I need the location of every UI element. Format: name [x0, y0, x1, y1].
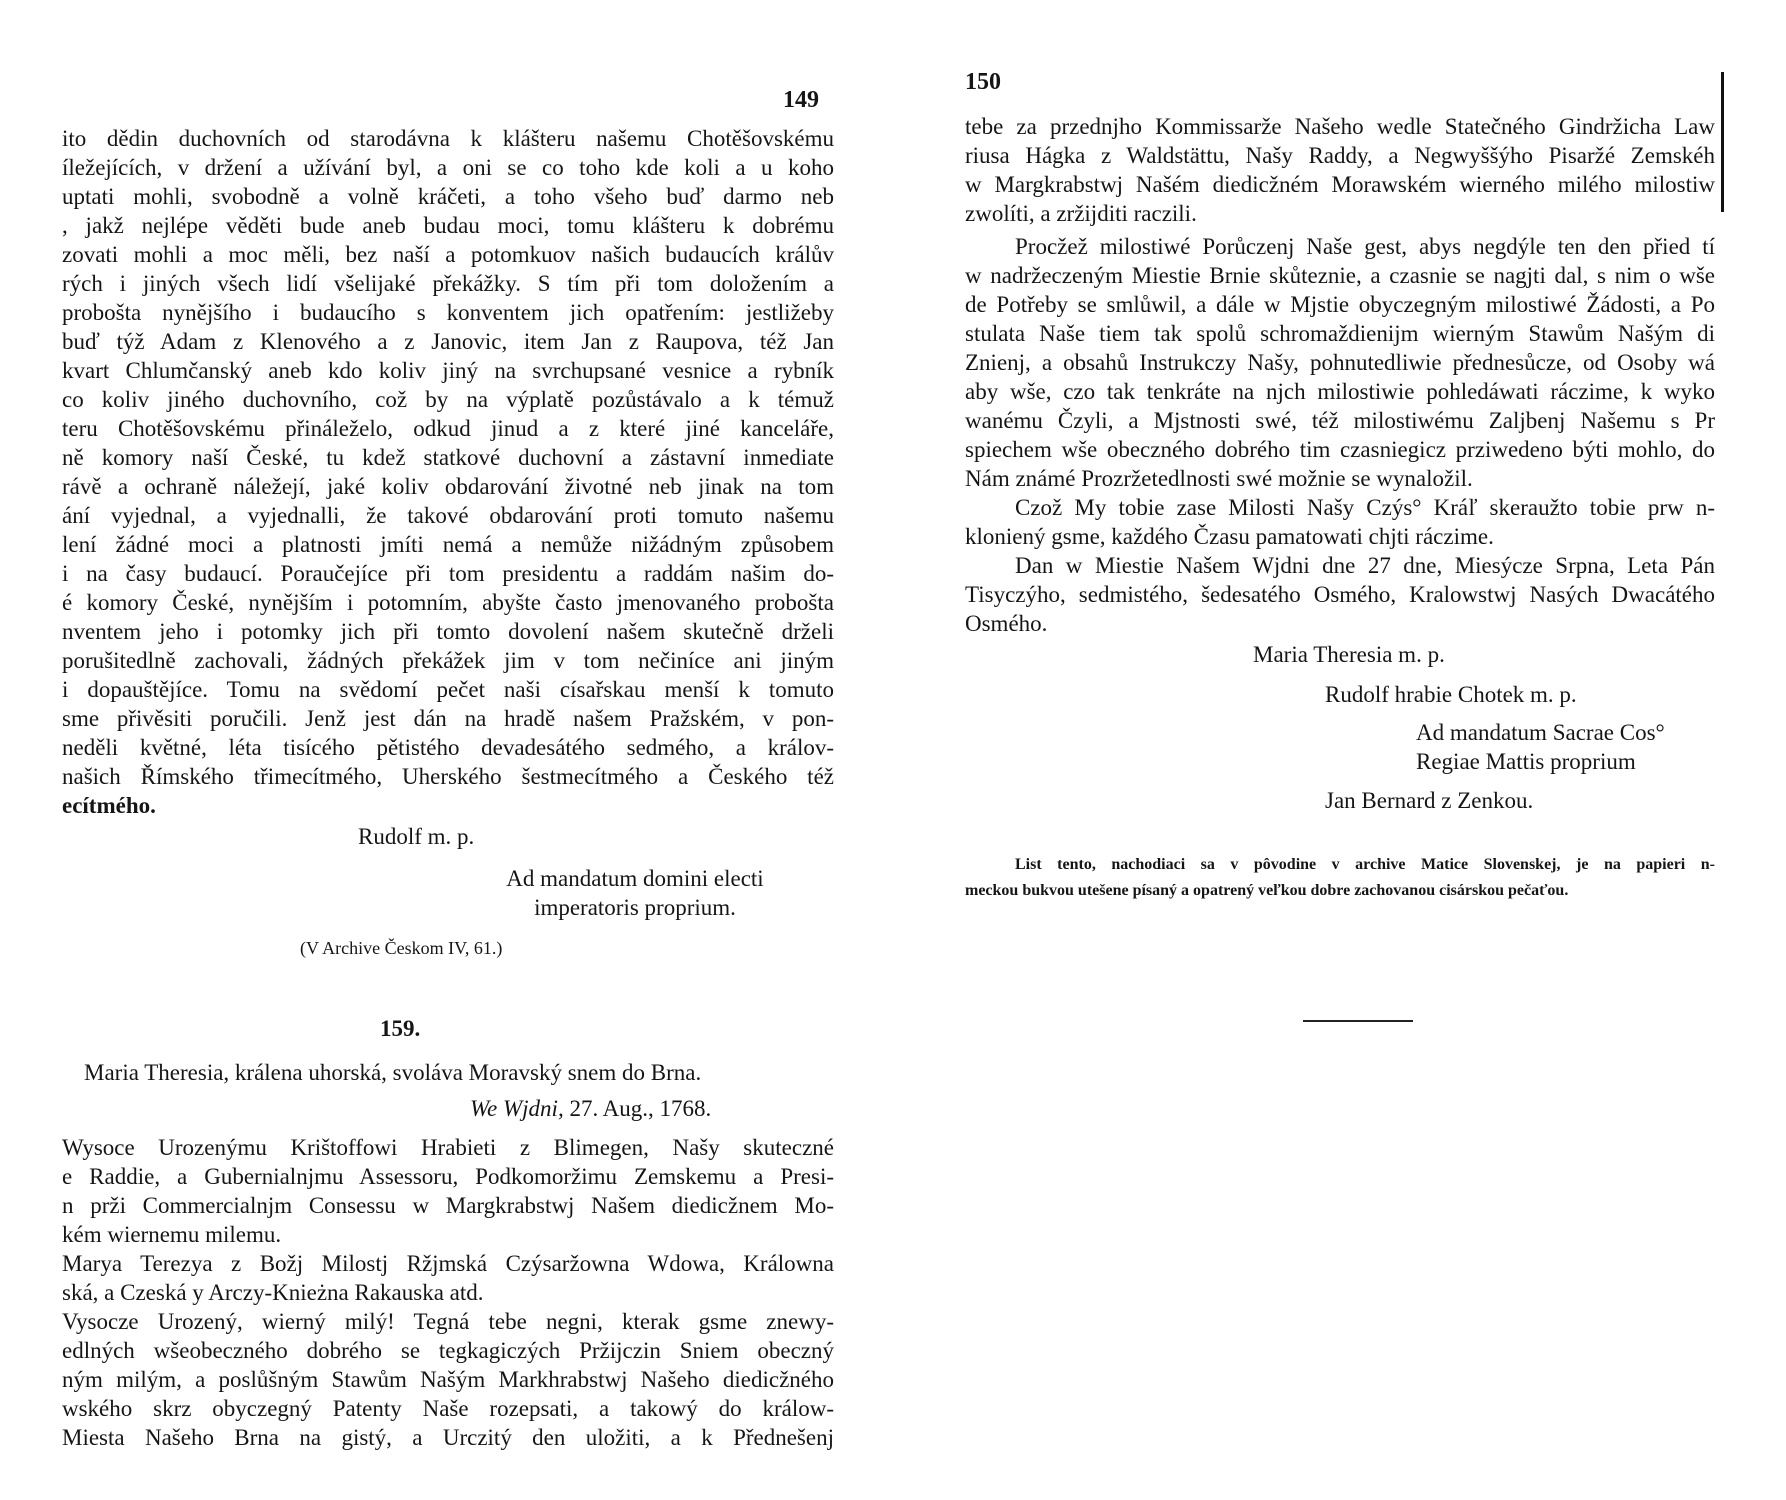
- dateline: [470, 1094, 810, 1123]
- text-line: co koliv jiného duchovního, což by na výplatě pozůstávalo a k témuž: [62, 387, 834, 412]
- text-line: íležejících, v držení a užívání byl, a oni se co toho kde koli a u koho: [62, 155, 834, 180]
- signature-maria-theresia: Maria Theresia m. p.: [1253, 642, 1445, 667]
- dateline-date: 27. Aug., 1768.: [569, 1096, 712, 1121]
- text-line: zovati mohli a moc měli, bez naší a potomkuov našich budaucích králův: [62, 242, 834, 267]
- text-line: Nám známé Prozržetedlnosti swé možnie se wynaložil.: [965, 466, 1473, 491]
- text-line: n prži Commercialnjm Consessu w Margkrabstwj Našem diedicžnem Mo-: [62, 1193, 834, 1218]
- note-line: meckou bukvou utešene písaný a opatrený veľkou dobre zachovanou cisárskou pečaťou.: [965, 882, 1569, 899]
- text-line: tebe za przednjho Kommissarže Našeho wedle Statečného Gindržicha Law: [965, 114, 1715, 139]
- text-line: nventem jeho i potomky jich při tomto dovolení našem skutečně drželi: [62, 619, 834, 644]
- mandate-line: Ad mandatum Sacrae Cos°: [1416, 720, 1665, 745]
- note-line: List tento, nachodiaci sa v pôvodine v archive Matice Slovenskej, je na papieri n-: [1015, 856, 1715, 873]
- text-line: w nadržeczeným Miestie Brnie skůteznie, a czasnie se nagjti dal, s nim o wše: [965, 263, 1715, 288]
- mandate-line: Ad mandatum domini electi: [506, 866, 764, 891]
- right-top-text: [965, 112, 1715, 228]
- text-line: ito dědin duchovních od starodávna k klášteru našemu Chotěšovskému: [62, 126, 834, 151]
- dateline-place: We Wjdni,: [470, 1096, 564, 1121]
- text-line: Wysoce Urozenýmu Krištoffowi Hrabieti z Blimegen, Našy skuteczné: [62, 1135, 834, 1160]
- text-line: edlných wšeobeczného dobrého se tegkagiczých Pržijczin Sniem obeczný: [62, 1338, 834, 1363]
- text-line: w Margkrabstwj Našém diedicžném Morawském wierného milého milostiw: [965, 172, 1715, 197]
- text-line: Czož My tobie zase Milosti Našy Czýs° Kráľ skeraužto tobie prw n-: [1015, 495, 1715, 520]
- page-number: 149: [783, 87, 819, 113]
- text-line: lení žádné moci a platnosti jmíti nemá a nemůže nižádným způsobem: [62, 532, 834, 557]
- text-line: teru Chotěšovskému přináleželo, odkud jinud a z které jiné kanceláře,: [62, 416, 834, 441]
- text-line: riusa Hágka z Waldstättu, Našy Raddy, a Negwyššýho Pisaržé Zemskéh: [965, 143, 1715, 168]
- text-line: wanému Čzyli, a Mjstnosti swé, též milostiwému Zaljbenj Našemu s Pr: [965, 408, 1715, 433]
- margin-rule: [1721, 72, 1724, 212]
- text-line: kém wiernemu milemu.: [62, 1222, 282, 1247]
- text-line: Miesta Našeho Brna na gistý, a Urczitý den uložiti, a k Přednešenj: [62, 1425, 834, 1450]
- text-line: é komory České, nynějším i potomním, abyšte často jmenovaného probošta: [62, 590, 834, 615]
- text-line: buď týž Adam z Klenového a z Janovic, item Jan z Raupova, též Jan: [62, 329, 834, 354]
- right-page: [893, 0, 1786, 1500]
- text-line: de Potřeby se smlůwil, a dále w Mjstie obyczegným milostiwé Žádosti, a Po: [965, 292, 1715, 317]
- text-line: wského skrz obyczegný Patenty Naše rozepsati, a takowý do králow-: [62, 1396, 834, 1421]
- source-citation: (V Archive Českom IV, 61.): [300, 938, 503, 958]
- page-number: 150: [965, 69, 1001, 95]
- text-line: ání vyjednal, a vyjednalli, že takové obdarování proti tomuto našemu: [62, 503, 834, 528]
- text-line: našich Římského třimecítmého, Uherského šestmecítmého a Českého též: [62, 764, 834, 789]
- text-line: neděli květné, léta tisícého pětistého devadesátého sedmého, a králov-: [62, 735, 834, 760]
- text-line: Vysocze Urozený, wierný milý! Tegná tebe negni, kterak gsme znewy-: [62, 1309, 834, 1334]
- editorial-note: [965, 852, 1715, 904]
- text-line: ecítmého.: [62, 793, 156, 818]
- text-line: ská, a Czeská y Arczy-Knieżna Rakauska atd.: [62, 1280, 484, 1305]
- section-rule: [1303, 1020, 1413, 1022]
- mandate-line: Regiae Mattis proprium: [1416, 749, 1636, 774]
- text-line: spiechem wše obeczného dobrého tim czasniegicz prziwedeno býti mohlo, do: [965, 437, 1715, 462]
- text-line: Osmého.: [965, 611, 1048, 636]
- text-line: Znienj, a obsahů Instrukczy Našy, pohnutedliwie přednesůcze, od Osoby wá: [965, 350, 1715, 375]
- document-title: Maria Theresia, králena uhorská, svoláva Moravský snem do Brna.: [84, 1060, 702, 1085]
- text-line: aby wše, czo tak tenkráte na njch milostiwie pohledáwati ráczime, k wyko: [965, 379, 1715, 404]
- signature-zenkou: Jan Bernard z Zenkou.: [1325, 788, 1534, 813]
- text-line: ně komory naší České, tu kdež statkové duchovní a zástavní inmediate: [62, 445, 834, 470]
- left-top-text: [62, 124, 834, 820]
- paragraph: [965, 493, 1715, 551]
- text-line: ným milým, a poslůšným Stawům Našým Markhrabstwj Našeho diedicžného: [62, 1367, 834, 1392]
- text-line: kloniený gsme, každého Čzasu pamatowati chjti ráczime.: [965, 524, 1494, 549]
- text-line: i dopauštějíce. Tomu na svědomí pečet naši císařskau menší k tomuto: [62, 677, 834, 702]
- text-line: Tisyczýho, sedmistého, šedesatého Osmého, Kralowstwj Nasých Dwacátého: [965, 582, 1715, 607]
- text-line: i na časy budaucí. Poraučejíce při tom presidentu a raddám našim do-: [62, 561, 834, 586]
- text-line: Procžež milostiwé Porůczenj Naše gest, abys negdýle ten den přied tí: [1015, 234, 1715, 259]
- signature-chotek: Rudolf hrabie Chotek m. p.: [1325, 682, 1577, 707]
- document-number: 159.: [380, 1016, 421, 1041]
- mandate-line: imperatoris proprium.: [534, 895, 736, 920]
- text-line: sme přivěsiti poručili. Jenž jest dán na hradě našem Pražském, v pon-: [62, 706, 834, 731]
- text-line: probošta nynějšího i budaucího s konventem jich opatřením: jestližeby: [62, 300, 834, 325]
- text-line: zwolíti, a zržijditi raczili.: [965, 201, 1197, 226]
- text-line: rávě a ochraně náležejí, jaké koliv obdarování životné neb jinak na tom: [62, 474, 834, 499]
- text-line: porušitedlně zachovali, žádných překážek jim v tom nečiníce ani jiným: [62, 648, 834, 673]
- text-line: stulata Naše tiem tak spolů schromaždienijm wierným Stawům Našým di: [965, 321, 1715, 346]
- text-line: rých i jiných všech lidí všelijaké překážky. S tím při tom doložením a: [62, 271, 834, 296]
- text-line: Dan w Miestie Našem Wjdni dne 27 dne, Miesýcze Srpna, Leta Pán: [1015, 553, 1715, 578]
- paragraph: [965, 232, 1715, 493]
- text-line: e Raddie, a Gubernialnjmu Assessoru, Podkomoržimu Zemskemu a Presi-: [62, 1164, 834, 1189]
- text-line: kvart Chlumčanský aneb kdo koliv jiný na svrchupsané vesnice a rybník: [62, 358, 834, 383]
- text-line: uptati mohli, svobodně a volně kráčeti, a toho všeho buď darmo neb: [62, 184, 834, 209]
- paragraph: [965, 551, 1715, 638]
- text-line: , jakž nejlépe věděti bude aneb budau moci, tomu klášteru k dobrému: [62, 213, 834, 238]
- letter-body: [62, 1133, 834, 1452]
- signature-rudolf: Rudolf m. p.: [358, 824, 475, 849]
- text-line: Marya Terezya z Božj Milostj Ržjmská Czýsaržowna Wdowa, Králowna: [62, 1251, 834, 1276]
